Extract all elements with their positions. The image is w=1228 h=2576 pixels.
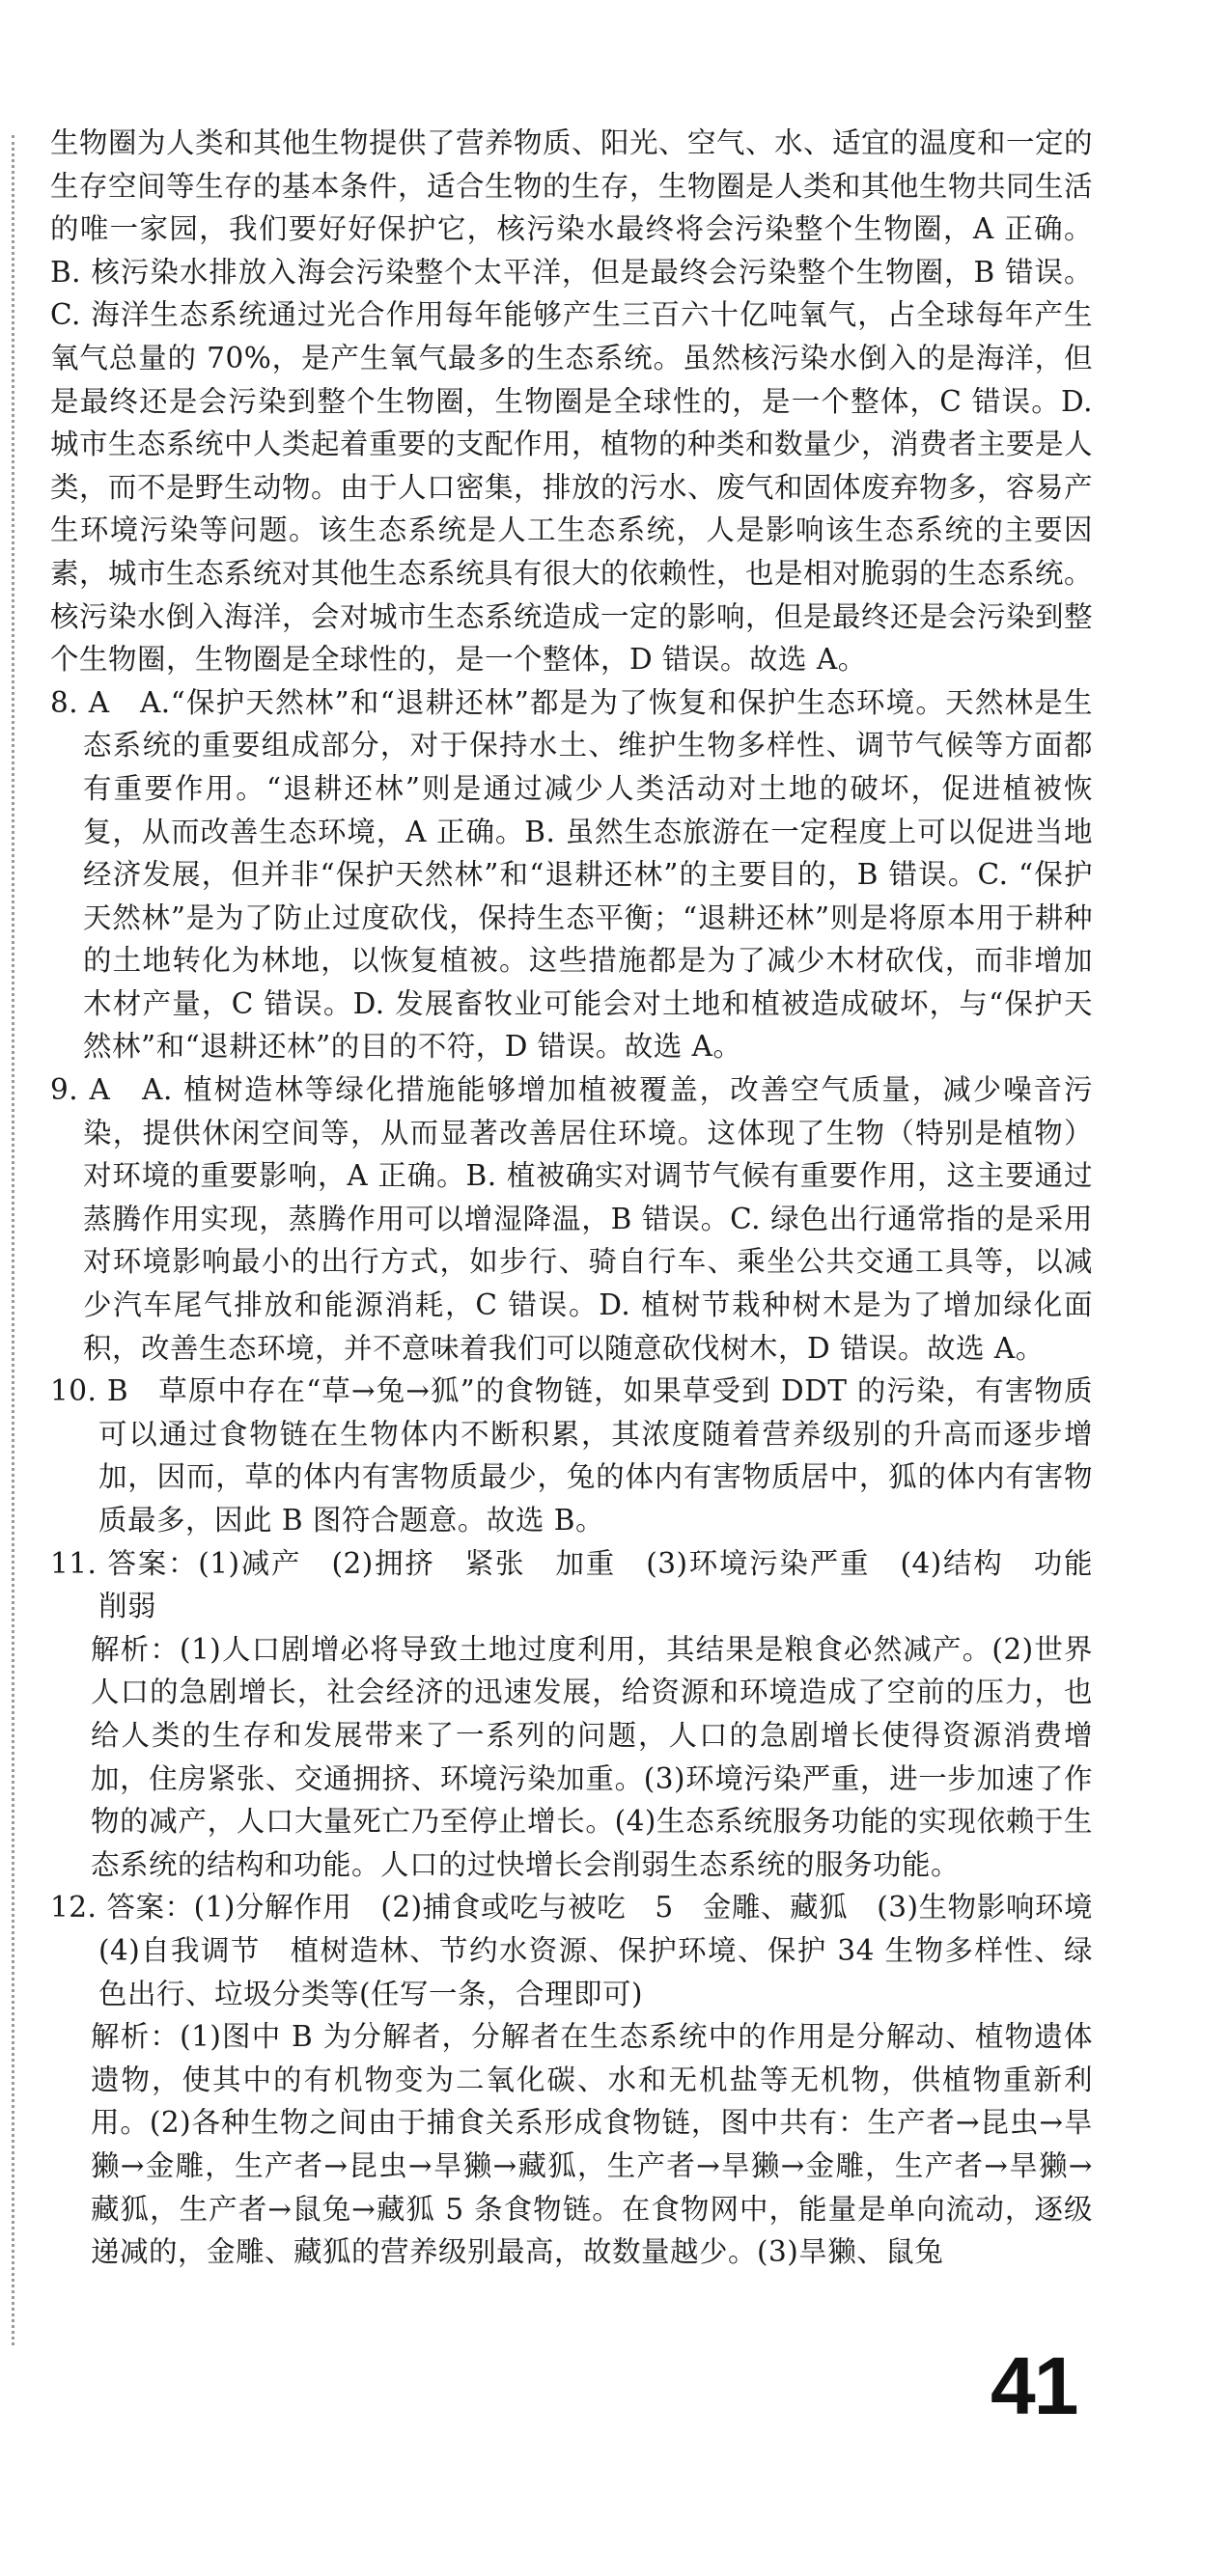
paragraph-q11-answer: 11. 答案：(1)减产 (2)拥挤 紧张 加重 (3)环境污染严重 (4)结构 功能 削弱 xyxy=(50,1546,1123,1623)
paragraph-q12-analysis: 解析：(1)图中 B 为分解者，分解者在生态系统中的作用是分解动、植物遗体遗物，使其中的有机物变为二氧化碳、水和无机盐等无机物，供植物重新利用。(2)各种生物之间由于捕食关系形成食物链，图中共有：生产者→昆虫→旱獭→金雕，生产者→昆虫→旱獭→藏狐，生产者→旱獭→金雕，生产者→旱獭→藏狐，生产者→鼠兔→藏狐 5 条食物链。在食物网中，能量是单向流动，逐级递减的，金雕、藏狐的营养级别最高，故数量越少。(3)旱獭、鼠兔 xyxy=(91,2020,1093,2269)
paragraph-q10: 10. B 草原中存在“草→兔→狐”的食物链，如果草受到 DDT 的污染，有害物质可以通过食物链在生物体内不断积累，其浓度随着营养级别的升高而逐步增加，因而，草的体内有害物质最少，兔的体内有害物质居中，狐的体内有害物质最多，因此 B 图符合题意。故选 B。 xyxy=(50,1374,1093,1537)
paragraph-q11-analysis: 解析：(1)人口剧增必将导致土地过度利用，其结果是粮食必然减产。(2)世界人口的急剧增长，社会经济的迅速发展，给资源和环境造成了空前的压力，也给人类的生存和发展带来了一系列的问题，人口的急剧增长使得资源消费增加，住房紧张、交通拥挤、环境污染加重。(3)环境污染严重，进一步加速了作物的减产，人口大量死亡乃至停止增长。(4)生态系统服务功能的实现依赖于生态系统的结构和功能。人口的过快增长会削弱生态系统的服务功能。 xyxy=(91,1632,1093,1881)
binding-dotted-line xyxy=(12,135,14,2345)
paragraph-q12-answer: 12. 答案：(1)分解作用 (2)捕食或吃与被吃 5 金雕、藏狐 (3)生物影响环境 (4)自我调节 植树造林、节约水资源、保护环境、保护 34 生物多样性、绿色出行、垃圾分类等(任写一条，合理即可) xyxy=(50,1891,1123,2010)
page-number: 41 xyxy=(991,2341,1077,2431)
paragraph-q7-continued: 生物圈为人类和其他生物提供了营养物质、阳光、空气、水、适宜的温度和一定的生存空间等生存的基本条件，适合生物的生存，生物圈是人类和其他生物共同生活的唯一家园，我们要好好保护它，核污染水最终将会污染整个生物圈，A 正确。B. 核污染水排放入海会污染整个太平洋，但是最终会污染整个生物圈，B 错误。C. 海洋生态系统通过光合作用每年能够产生三百六十亿吨氧气，占全球每年产生氧气总量的 70%，是产生氧气最多的生态系统。虽然核污染水倒入的是海洋，但是最终还是会污染到整个生物圈，生物圈是全球性的，是一个整体，C 错误。D. 城市生态系统中人类起着重要的支配作用，植物的种类和数量少，消费者主要是人类，而不是野生动物。由于人口密集，排放的污水、废气和固体废弃物多，容易产生环境污染等问题。该生态系统是人工生态系统，人是影响该生态系统的主要因素，城市生态系统对其他生态系统具有很大的依赖性，也是相对脆弱的生态系统。核污染水倒入海洋，会对城市生态系统造成一定的影响，但是最终还是会污染到整个生物圈，生物圈是全球性的，是一个整体，D 错误。故选 A。 xyxy=(50,126,1094,677)
paragraph-q8: 8. A A.“保护天然林”和“退耕还林”都是为了恢复和保护生态环境。天然林是生态系统的重要组成部分，对于保持水土、维护生物多样性、调节气候等方面都有重要作用。“退耕还林”则是通过减少人类活动对土地的破坏，促进植被恢复，从而改善生态环境，A 正确。B. 虽然生态旅游在一定程度上可以促进当地经济发展，但并非“保护天然林”和“退耕还林”的主要目的，B 错误。C. “保护天然林”是为了防止过度砍伐，保持生态平衡；“退耕还林”则是将原本用于耕种的土地转化为林地，以恢复植被。这些措施都是为了减少木材砍伐，而非增加木材产量，C 错误。D. 发展畜牧业可能会对土地和植被造成破坏，与“保护天然林”和“退耕还林”的目的不符，D 错误。故选 A。 xyxy=(50,685,1093,1064)
paragraph-q9: 9. A A. 植树造林等绿化措施能够增加植被覆盖，改善空气质量，减少噪音污染，提供休闲空间等，从而显著改善居住环境。这体现了生物（特别是植物）对环境的重要影响，A 正确。B. 植被确实对调节气候有重要作用，这主要通过蒸腾作用实现，蒸腾作用可以增湿降温，B 错误。C. 绿色出行通常指的是采用对环境影响最小的出行方式，如步行、骑自行车、乘坐公共交通工具等，以减少汽车尾气排放和能源消耗，C 错误。D. 植树节栽种树木是为了增加绿化面积，改善生态环境，并不意味着我们可以随意砍伐树木，D 错误。故选 A。 xyxy=(50,1073,1093,1365)
answer-text-body xyxy=(50,122,1123,2274)
